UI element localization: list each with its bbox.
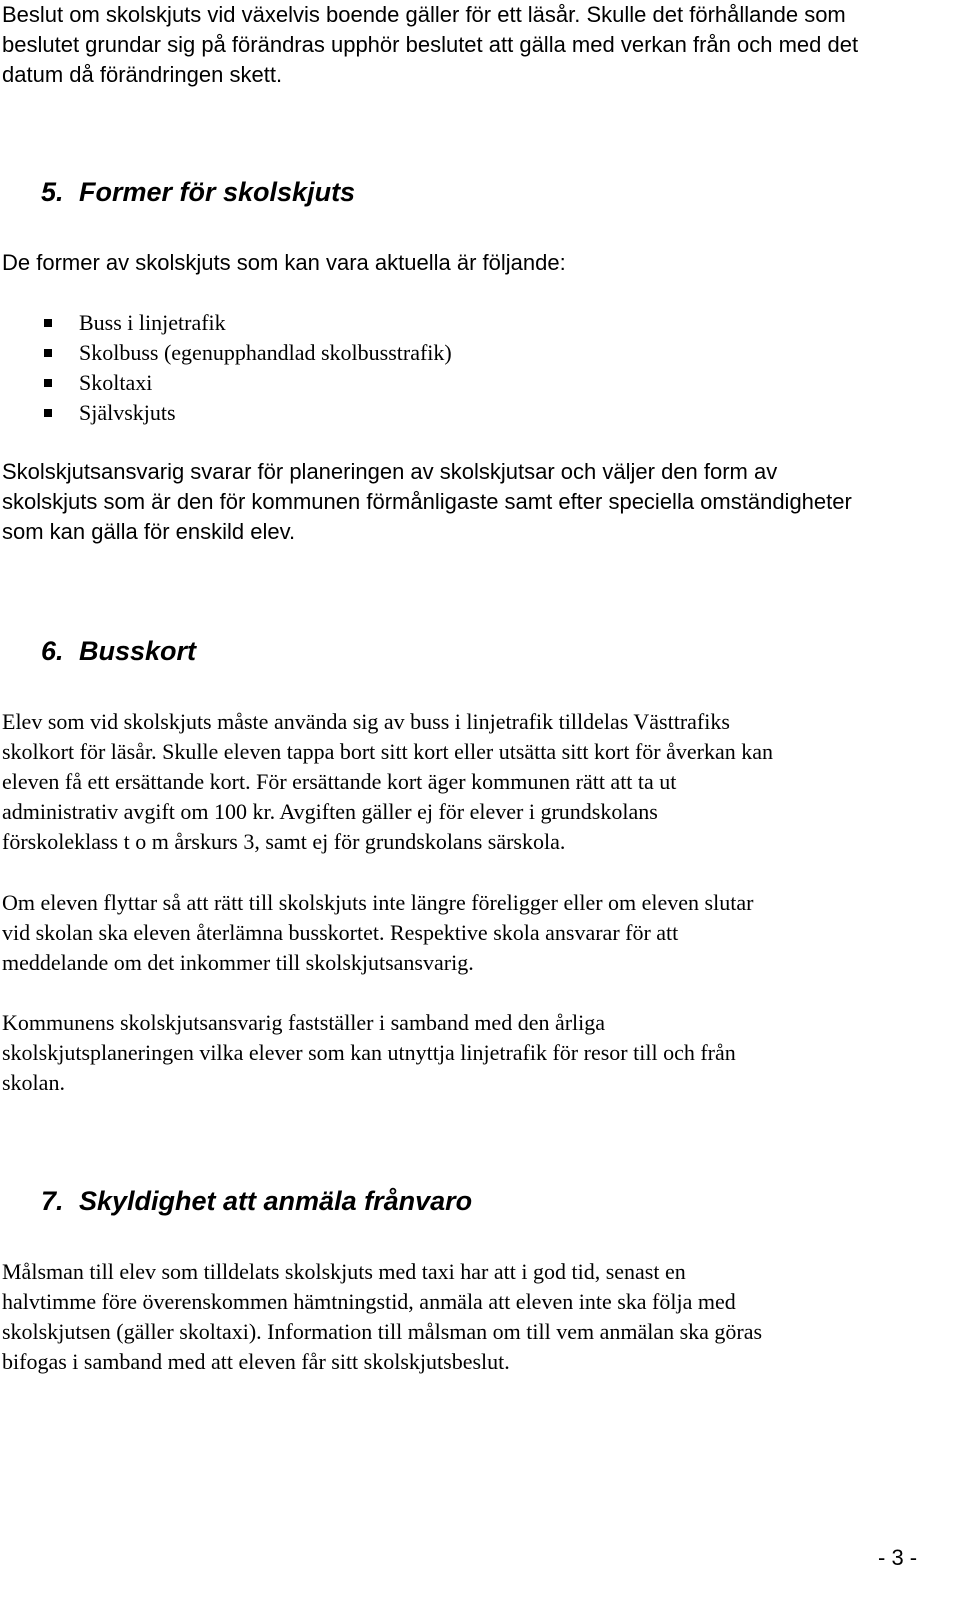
section-title: Former för skolskjuts	[79, 177, 356, 207]
section-title: Skyldighet att anmäla frånvaro	[79, 1186, 473, 1216]
body-paragraph	[2, 1008, 942, 1098]
text-line: Beslut om skolskjuts vid växelvis boende gäller för ett läsår. Skulle det förhållande som	[2, 2, 846, 27]
square-bullet-icon	[44, 349, 52, 357]
text-line: vid skolan ska eleven återlämna busskortet. Respektive skola ansvarar för att	[2, 920, 679, 945]
section-number: 7.	[41, 1186, 64, 1216]
text-line: skolskjutsen (gäller skoltaxi). Information till målsman om till vem anmälan ska göras	[2, 1319, 763, 1344]
section-heading-5	[41, 175, 355, 209]
list-item	[0, 338, 452, 368]
text-line: beslutet grundar sig på förändras upphör beslutet att gälla med verkan från och med det	[2, 32, 859, 57]
text-line: administrativ avgift om 100 kr. Avgiften gäller ej för elever i grundskolans	[2, 799, 658, 824]
text-line: De former av skolskjuts som kan vara aktuella är följande:	[2, 250, 566, 275]
list-item	[0, 398, 452, 428]
text-line: Kommunens skolskjutsansvarig fastställer i samband med den årliga	[2, 1010, 606, 1035]
text-line: skolkort för läsår. Skulle eleven tappa bort sitt kort eller utsätta sitt kort för åverkan kan	[2, 739, 774, 764]
body-paragraph	[2, 707, 942, 857]
section-intro	[2, 248, 942, 278]
text-line: Målsman till elev som tilldelats skolskjuts med taxi har att i god tid, senast en	[2, 1259, 686, 1284]
text-line: skolan.	[2, 1070, 65, 1095]
list-item-label: Buss i linjetrafik	[79, 310, 226, 335]
square-bullet-icon	[44, 409, 52, 417]
section-heading-7	[41, 1184, 472, 1218]
text-line: bifogas i samband med att eleven får sitt skolskjutsbeslut.	[2, 1349, 510, 1374]
text-line: meddelande om det inkommer till skolskjutsansvarig.	[2, 950, 474, 975]
text-line: skolskjuts som är den för kommunen förmånligaste samt efter speciella omständigheter	[2, 489, 852, 514]
body-paragraph	[2, 888, 942, 978]
text-line: Om eleven flyttar så att rätt till skolskjuts inte längre föreligger eller om eleven slutar	[2, 890, 754, 915]
body-paragraph	[2, 457, 942, 547]
square-bullet-icon	[44, 379, 52, 387]
text-line: datum då förändringen skett.	[2, 62, 283, 87]
text-line: halvtimme före överenskommen hämtningstid, anmäla att eleven inte ska följa med	[2, 1289, 736, 1314]
list-item-label: Skolbuss (egenupphandlad skolbusstrafik)	[79, 340, 452, 365]
text-line: som kan gälla för enskild elev.	[2, 519, 296, 544]
section-number: 6.	[41, 636, 64, 666]
section-number: 5.	[41, 177, 64, 207]
square-bullet-icon	[44, 319, 52, 327]
text-line: Skolskjutsansvarig svarar för planeringen av skolskjutsar och väljer den form av	[2, 459, 778, 484]
text-line: skolskjutsplaneringen vilka elever som kan utnyttja linjetrafik för resor till och från	[2, 1040, 736, 1065]
section-title: Busskort	[79, 636, 197, 666]
list-item	[0, 368, 452, 398]
text-line: Elev som vid skolskjuts måste använda sig av buss i linjetrafik tilldelas Västtrafiks	[2, 709, 730, 734]
list-item-label: Skoltaxi	[79, 370, 153, 395]
page-number: - 3 -	[878, 1545, 918, 1570]
text-line: eleven få ett ersättande kort. För ersättande kort äger kommunen rätt att ta ut	[2, 769, 677, 794]
intro-paragraph	[2, 0, 942, 90]
body-paragraph	[2, 1257, 942, 1377]
list-item-label: Självskjuts	[79, 400, 176, 425]
list-item	[0, 308, 452, 338]
section-heading-6	[41, 634, 196, 668]
text-line: förskoleklass t o m årskurs 3, samt ej för grundskolans särskola.	[2, 829, 566, 854]
bullet-list	[0, 308, 452, 428]
